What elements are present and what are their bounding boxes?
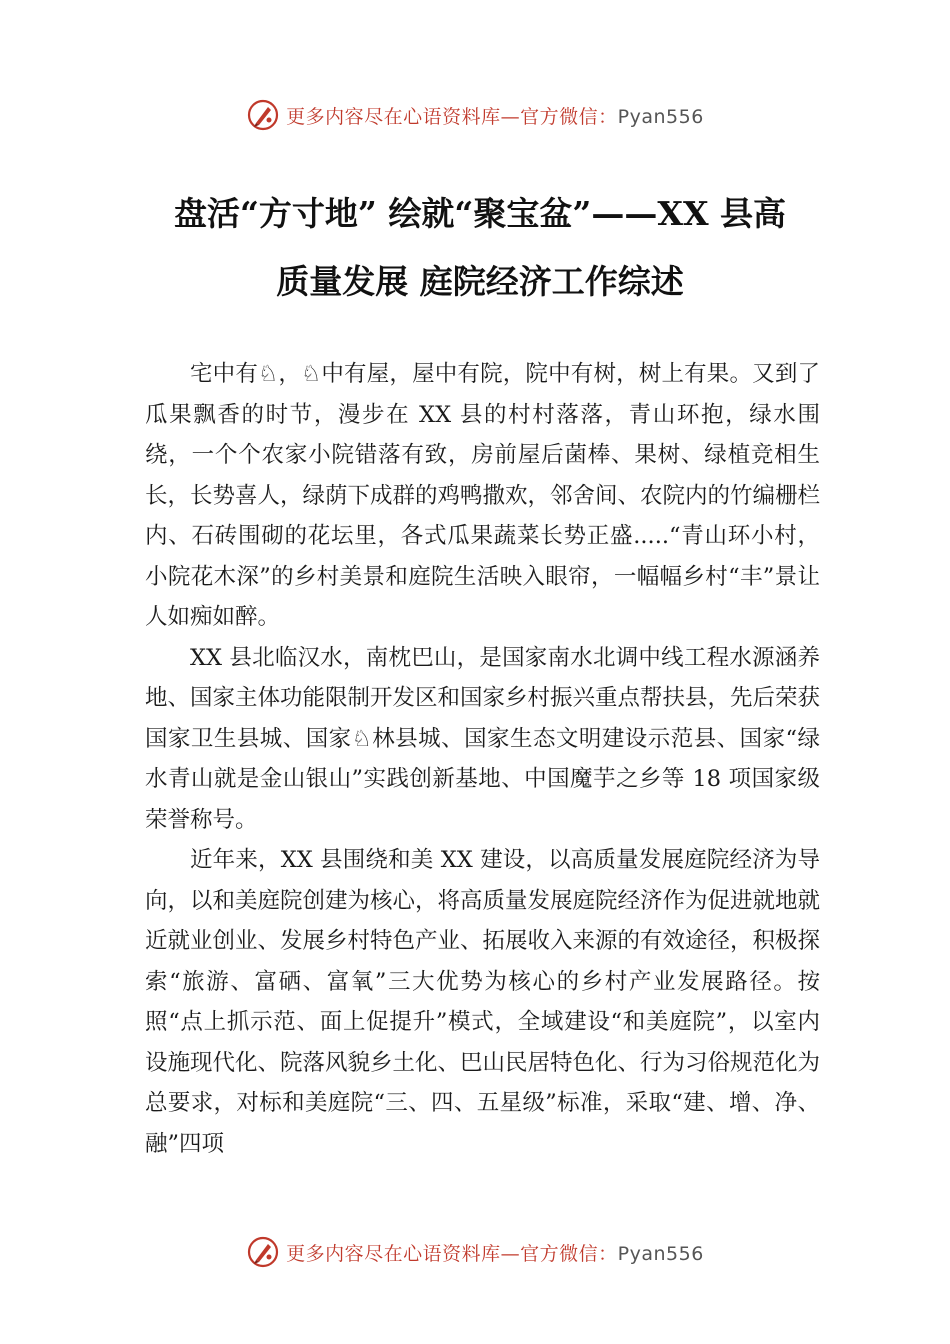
- document-title: [140, 180, 820, 316]
- paragraph-1: 宅中有♘，♘中有屋，屋中有院，院中有树，树上有果。又到了瓜果飘香的时节，漫步在 XX 县的村村落落，青山环抱，绿水围绕，一个个农家小院错落有致，房前屋后菌棒、果树、绿植竞相生长，长势喜人，绿荫下成群的鸡鸭撒欢，邻舍间、农院内的竹编栅栏内、石砖围砌的花坛里，各式瓜果蔬菜长势正盛.....“青山环小村，小院花木深”的乡村美景和庭院生活映入眼帘，一幅幅乡村“丰”景让人如痴如醉。: [145, 361, 821, 630]
- title-line-2: 质量发展 庭院经济工作综述: [276, 262, 684, 301]
- header-banner-text: 更多内容尽在心语资料库—官方微信：Pyan556: [286, 105, 704, 128]
- footer-banner-text: 更多内容尽在心语资料库—官方微信：Pyan556: [286, 1242, 704, 1265]
- title-line-1: 盘活“方寸地” 绘就“聚宝盆”——XX 县高: [173, 194, 787, 233]
- footer-wechat-id: Pyan556: [617, 1242, 704, 1265]
- header-wechat-id: Pyan556: [617, 105, 704, 128]
- pen-logo-icon: [246, 98, 280, 132]
- document-body: [145, 354, 820, 1164]
- header-banner: [0, 95, 950, 135]
- pen-logo-icon: [246, 1235, 280, 1269]
- paragraph-2: XX 县北临汉水，南枕巴山，是国家南水北调中线工程水源涵养地、国家主体功能限制开发区和国家乡村振兴重点帮扶县，先后荣获国家卫生县城、国家♘林县城、国家生态文明建设示范县、国家“绿水青山就是金山银山”实践创新基地、中国魔芋之乡等 18 项国家级荣誉称号。: [145, 644, 821, 833]
- paragraph-3: 近年来，XX 县围绕和美 XX 建设，以高质量发展庭院经济为导向，以和美庭院创建为核心，将高质量发展庭院经济作为促进就地就近就业创业、发展乡村特色产业、拓展收入来源的有效途径，积极探索“旅游、富硒、富氧”三大优势为核心的乡村产业发展路径。按照“点上抓示范、面上促提升”模式，全域建设“和美庭院”，以室内设施现代化、院落风貌乡土化、巴山民居特色化、行为习俗规范化为总要求，对标和美庭院“三、四、五星级”标准，采取“建、增、净、融”四项: [145, 847, 821, 1157]
- footer-banner: [0, 1232, 950, 1272]
